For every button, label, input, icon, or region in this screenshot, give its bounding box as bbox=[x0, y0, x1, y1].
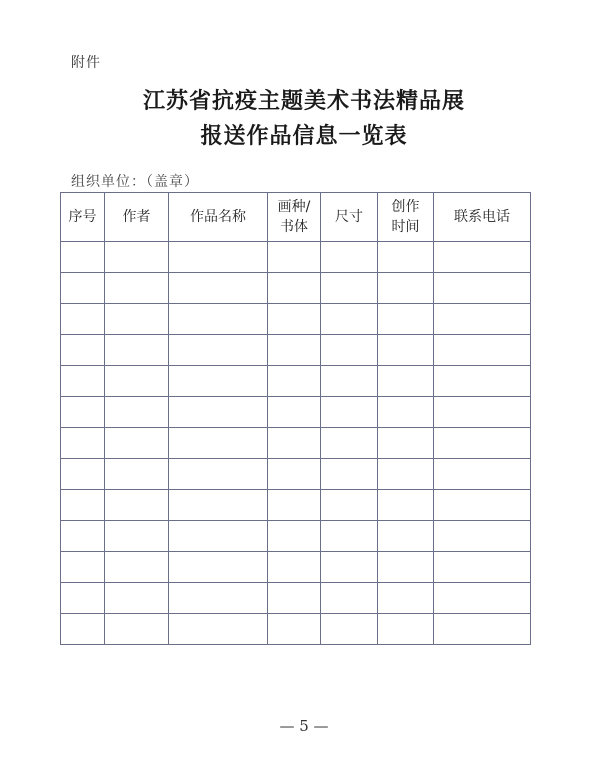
table-cell bbox=[321, 521, 378, 552]
table-row bbox=[61, 552, 531, 583]
header-cell-work-title: 作品名称 bbox=[169, 193, 268, 242]
table-header-row bbox=[61, 193, 531, 242]
header-cell-creation-time: 创作 时间 bbox=[378, 193, 434, 242]
table-cell bbox=[268, 273, 321, 304]
table-cell bbox=[61, 428, 105, 459]
table-cell bbox=[169, 428, 268, 459]
table-body bbox=[61, 242, 531, 645]
table-cell bbox=[321, 614, 378, 645]
table-cell bbox=[321, 583, 378, 614]
table-cell bbox=[268, 304, 321, 335]
table-cell bbox=[378, 428, 434, 459]
table-cell bbox=[268, 521, 321, 552]
table-cell bbox=[378, 397, 434, 428]
table-cell bbox=[61, 335, 105, 366]
table-cell bbox=[105, 459, 169, 490]
table-cell bbox=[434, 583, 531, 614]
table-cell bbox=[378, 614, 434, 645]
table-cell bbox=[321, 552, 378, 583]
document-title-line-1: 江苏省抗疫主题美术书法精品展 bbox=[142, 88, 465, 114]
table-cell bbox=[434, 459, 531, 490]
table-cell bbox=[434, 490, 531, 521]
organization-label: 组织单位：（盖章） bbox=[71, 174, 199, 190]
table-cell bbox=[61, 552, 105, 583]
table-cell bbox=[105, 335, 169, 366]
table-cell bbox=[268, 335, 321, 366]
table-row bbox=[61, 273, 531, 304]
table-row bbox=[61, 614, 531, 645]
table-cell bbox=[434, 335, 531, 366]
table-cell bbox=[105, 397, 169, 428]
table-cell bbox=[434, 397, 531, 428]
table-cell bbox=[321, 428, 378, 459]
table-row bbox=[61, 242, 531, 273]
table-cell bbox=[321, 490, 378, 521]
table-cell bbox=[61, 273, 105, 304]
table-row bbox=[61, 583, 531, 614]
table-row bbox=[61, 397, 531, 428]
table-cell bbox=[434, 521, 531, 552]
table-cell bbox=[434, 304, 531, 335]
table-cell bbox=[169, 583, 268, 614]
header-cell-phone: 联系电话 bbox=[434, 193, 531, 242]
header-cell-size: 尺寸 bbox=[321, 193, 378, 242]
table-cell bbox=[61, 490, 105, 521]
table-cell bbox=[321, 335, 378, 366]
table-cell bbox=[105, 521, 169, 552]
table-cell bbox=[61, 583, 105, 614]
header-cell-index: 序号 bbox=[61, 193, 105, 242]
table-cell bbox=[169, 335, 268, 366]
document-title-line-2: 报送作品信息一览表 bbox=[200, 123, 408, 149]
table-cell bbox=[268, 490, 321, 521]
table-row bbox=[61, 521, 531, 552]
table-cell bbox=[378, 366, 434, 397]
table-row bbox=[61, 459, 531, 490]
table-cell bbox=[105, 273, 169, 304]
table-cell bbox=[61, 366, 105, 397]
table-cell bbox=[321, 397, 378, 428]
table-cell bbox=[61, 397, 105, 428]
table-cell bbox=[169, 366, 268, 397]
table-cell bbox=[321, 459, 378, 490]
submission-info-table bbox=[60, 192, 531, 645]
table-row bbox=[61, 428, 531, 459]
table-cell bbox=[378, 583, 434, 614]
table-cell bbox=[268, 242, 321, 273]
table-cell bbox=[268, 614, 321, 645]
table-cell bbox=[434, 614, 531, 645]
table-cell bbox=[105, 428, 169, 459]
table-row bbox=[61, 304, 531, 335]
table-cell bbox=[61, 521, 105, 552]
header-cell-painting-type: 画种/ 书体 bbox=[268, 193, 321, 242]
table-cell bbox=[105, 614, 169, 645]
table-cell bbox=[378, 552, 434, 583]
table-cell bbox=[169, 304, 268, 335]
table-cell bbox=[169, 490, 268, 521]
table-cell bbox=[321, 273, 378, 304]
table-cell bbox=[378, 304, 434, 335]
table-cell bbox=[378, 335, 434, 366]
table-cell bbox=[61, 304, 105, 335]
attachment-label: 附件 bbox=[71, 55, 101, 71]
table-cell bbox=[169, 397, 268, 428]
table-cell bbox=[105, 552, 169, 583]
table-cell bbox=[169, 614, 268, 645]
table-cell bbox=[105, 583, 169, 614]
table-cell bbox=[268, 397, 321, 428]
table-cell bbox=[434, 428, 531, 459]
table-cell bbox=[169, 242, 268, 273]
table-cell bbox=[434, 273, 531, 304]
table-cell bbox=[61, 459, 105, 490]
table-cell bbox=[105, 304, 169, 335]
table-cell bbox=[105, 366, 169, 397]
table-cell bbox=[378, 273, 434, 304]
table-cell bbox=[321, 242, 378, 273]
table-cell bbox=[169, 521, 268, 552]
table-cell bbox=[378, 242, 434, 273]
table-cell bbox=[61, 614, 105, 645]
table-cell bbox=[321, 366, 378, 397]
table-cell bbox=[105, 242, 169, 273]
table-cell bbox=[169, 273, 268, 304]
table-cell bbox=[169, 552, 268, 583]
page-number: — 5 — bbox=[279, 717, 329, 735]
table-row bbox=[61, 366, 531, 397]
table-cell bbox=[268, 366, 321, 397]
table-row bbox=[61, 490, 531, 521]
table-cell bbox=[169, 459, 268, 490]
table-cell bbox=[434, 366, 531, 397]
header-cell-author: 作者 bbox=[105, 193, 169, 242]
table-cell bbox=[434, 242, 531, 273]
table-cell bbox=[378, 459, 434, 490]
table-cell bbox=[268, 459, 321, 490]
table-cell bbox=[434, 552, 531, 583]
table-cell bbox=[378, 490, 434, 521]
table-cell bbox=[61, 242, 105, 273]
table-row bbox=[61, 335, 531, 366]
table-cell bbox=[268, 428, 321, 459]
table-cell bbox=[268, 552, 321, 583]
table-cell bbox=[105, 490, 169, 521]
table-cell bbox=[321, 304, 378, 335]
table-cell bbox=[268, 583, 321, 614]
table-cell bbox=[378, 521, 434, 552]
